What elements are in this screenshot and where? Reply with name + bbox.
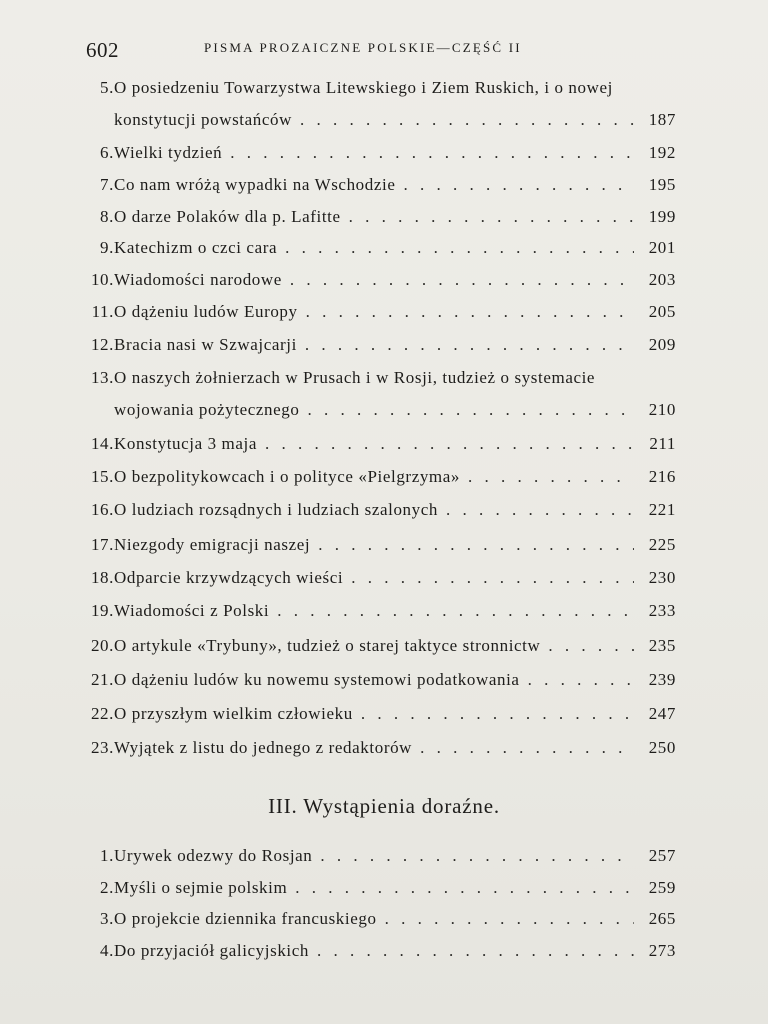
entry-number: 3.	[100, 909, 114, 928]
entry-number: 9.	[100, 238, 114, 257]
leader-dots	[320, 846, 634, 866]
toc-entry	[70, 368, 676, 398]
toc-entry	[70, 704, 676, 734]
leader-dots	[277, 601, 634, 621]
entry-number: 23.	[90, 738, 114, 757]
leader-dots	[317, 941, 634, 961]
leader-dots	[446, 500, 634, 520]
section-heading: III. Wystąpienia doraźne.	[268, 794, 500, 818]
leader-dots	[361, 704, 634, 724]
entry-page: 259	[648, 878, 676, 897]
entry-title: Wiadomości narodowe	[114, 270, 282, 289]
entry-number: 4.	[100, 941, 114, 960]
entry-number: 5.	[100, 78, 114, 97]
entry-title: Odparcie krzywdzących wieści	[114, 568, 344, 587]
entry-title: O darze Polaków dla p. Lafitte	[114, 207, 341, 226]
leader-dots	[305, 335, 634, 355]
entry-number: 13.	[90, 368, 114, 387]
entry-page: 250	[648, 738, 676, 757]
entry-page: 199	[648, 207, 676, 226]
toc-entry	[70, 434, 676, 464]
entry-number: 20.	[90, 636, 114, 655]
toc-entry	[70, 78, 676, 108]
leader-dots	[300, 110, 634, 130]
entry-title: O dążeniu ludów Europy	[114, 302, 298, 321]
leader-dots	[285, 238, 634, 258]
toc-entry-continuation	[70, 110, 676, 140]
toc-entry	[70, 878, 676, 908]
entry-number: 19.	[90, 601, 114, 620]
toc-entry	[70, 302, 676, 332]
entry-page: 209	[648, 335, 676, 354]
entry-page: 192	[648, 143, 676, 162]
toc-entry	[70, 636, 676, 666]
entry-title: O artykule «Trybuny», tudzież o starej taktyce stronnictw	[114, 636, 541, 655]
toc-entry	[70, 846, 676, 876]
entry-page: 195	[648, 175, 676, 194]
toc-entry	[70, 175, 676, 205]
entry-number: 14.	[90, 434, 114, 453]
entry-page: 235	[648, 636, 676, 655]
toc-entry	[70, 207, 676, 237]
leader-dots	[306, 302, 634, 322]
leader-dots	[265, 434, 634, 454]
leader-dots	[295, 878, 634, 898]
entry-number: 21.	[90, 670, 114, 689]
page-header	[86, 34, 686, 62]
toc-entry	[70, 670, 676, 700]
entry-number: 22.	[90, 704, 114, 723]
entry-page: 187	[648, 110, 676, 129]
toc-entry	[70, 568, 676, 598]
entry-title: Myśli o sejmie polskim	[114, 878, 288, 897]
leader-dots	[404, 175, 635, 195]
entry-title: O ludziach rozsądnych i ludziach szalonych	[114, 500, 439, 519]
page-number: 602	[86, 38, 119, 62]
entry-number: 16.	[90, 500, 114, 519]
entry-number: 17.	[90, 535, 114, 554]
toc-entry	[70, 941, 676, 971]
entry-page: 230	[648, 568, 676, 587]
toc-entry	[70, 335, 676, 365]
entry-title: Wielki tydzień	[114, 143, 223, 162]
toc-entry	[70, 500, 676, 530]
entry-page: 239	[648, 670, 676, 689]
leader-dots	[308, 400, 635, 420]
entry-page: 216	[648, 467, 676, 486]
leader-dots	[230, 143, 634, 163]
leader-dots	[548, 636, 634, 656]
entry-page: 210	[648, 400, 676, 419]
entry-title: O bezpolitykowcach i o polityce «Pielgrzyma»	[114, 467, 461, 486]
entry-number: 11.	[91, 302, 114, 321]
entry-title: Wyjątek z listu do jednego z redaktorów	[114, 738, 413, 757]
entry-number: 2.	[100, 878, 114, 897]
entry-title-line2: konstytucji powstańców	[114, 110, 292, 129]
entry-page: 273	[648, 941, 676, 960]
entry-page: 203	[648, 270, 676, 289]
entry-page: 225	[648, 535, 676, 554]
entry-title: O dążeniu ludów ku nowemu systemowi podatkowania	[114, 670, 520, 689]
running-title: PISMA PROZAICZNE POLSKIE—CZĘŚĆ II	[204, 40, 522, 55]
entry-title: O przyszłym wielkim człowieku	[114, 704, 353, 723]
entry-page: 201	[648, 238, 676, 257]
entry-number: 18.	[90, 568, 114, 587]
entry-title: Bracia nasi w Szwajcarji	[114, 335, 297, 354]
entry-page: 221	[648, 500, 676, 519]
leader-dots	[290, 270, 634, 290]
leader-dots	[385, 909, 634, 929]
entry-title: O projekcie dziennika francuskiego	[114, 909, 377, 928]
entry-title: Katechizm o czci cara	[114, 238, 278, 257]
leader-dots	[351, 568, 634, 588]
toc-entry-continuation	[70, 400, 676, 430]
toc-entry	[70, 238, 676, 268]
entry-title-line1: O naszych żołnierzach w Prusach i w Rosji, tudzież o systemacie	[114, 368, 596, 387]
toc-entry	[70, 467, 676, 497]
entry-page: 247	[648, 704, 676, 723]
leader-dots	[318, 535, 634, 555]
entry-title: Wiadomości z Polski	[114, 601, 270, 620]
leader-dots	[420, 738, 634, 758]
entry-page: 265	[648, 909, 676, 928]
toc-entry	[70, 601, 676, 631]
entry-number: 10.	[90, 270, 114, 289]
toc-entry	[70, 143, 676, 173]
entry-title-line1: O posiedzeniu Towarzystwa Litewskiego i Ziem Ruskich, i o nowej	[114, 78, 613, 97]
entry-number: 7.	[100, 175, 114, 194]
entry-number: 12.	[90, 335, 114, 354]
entry-page: 257	[648, 846, 676, 865]
toc-entry	[70, 270, 676, 300]
toc-entry	[70, 738, 676, 768]
entry-title: Niezgody emigracji naszej	[114, 535, 311, 554]
entry-title: Konstytucja 3 maja	[114, 434, 257, 453]
entry-number: 6.	[100, 143, 114, 162]
entry-title-line2: wojowania pożytecznego	[114, 400, 300, 419]
entry-title: Urywek odezwy do Rosjan	[114, 846, 313, 865]
entry-number: 1.	[100, 846, 114, 865]
entry-title: Co nam wróżą wypadki na Wschodzie	[114, 175, 396, 194]
leader-dots	[468, 467, 634, 487]
toc-entry	[70, 909, 676, 939]
entry-page: 233	[648, 601, 676, 620]
entry-page: 211	[649, 434, 676, 453]
leader-dots	[528, 670, 634, 690]
toc-entry	[70, 535, 676, 565]
entry-number: 15.	[90, 467, 114, 486]
entry-number: 8.	[100, 207, 114, 226]
entry-page: 205	[648, 302, 676, 321]
leader-dots	[349, 207, 634, 227]
entry-title: Do przyjaciół galicyjskich	[114, 941, 309, 960]
